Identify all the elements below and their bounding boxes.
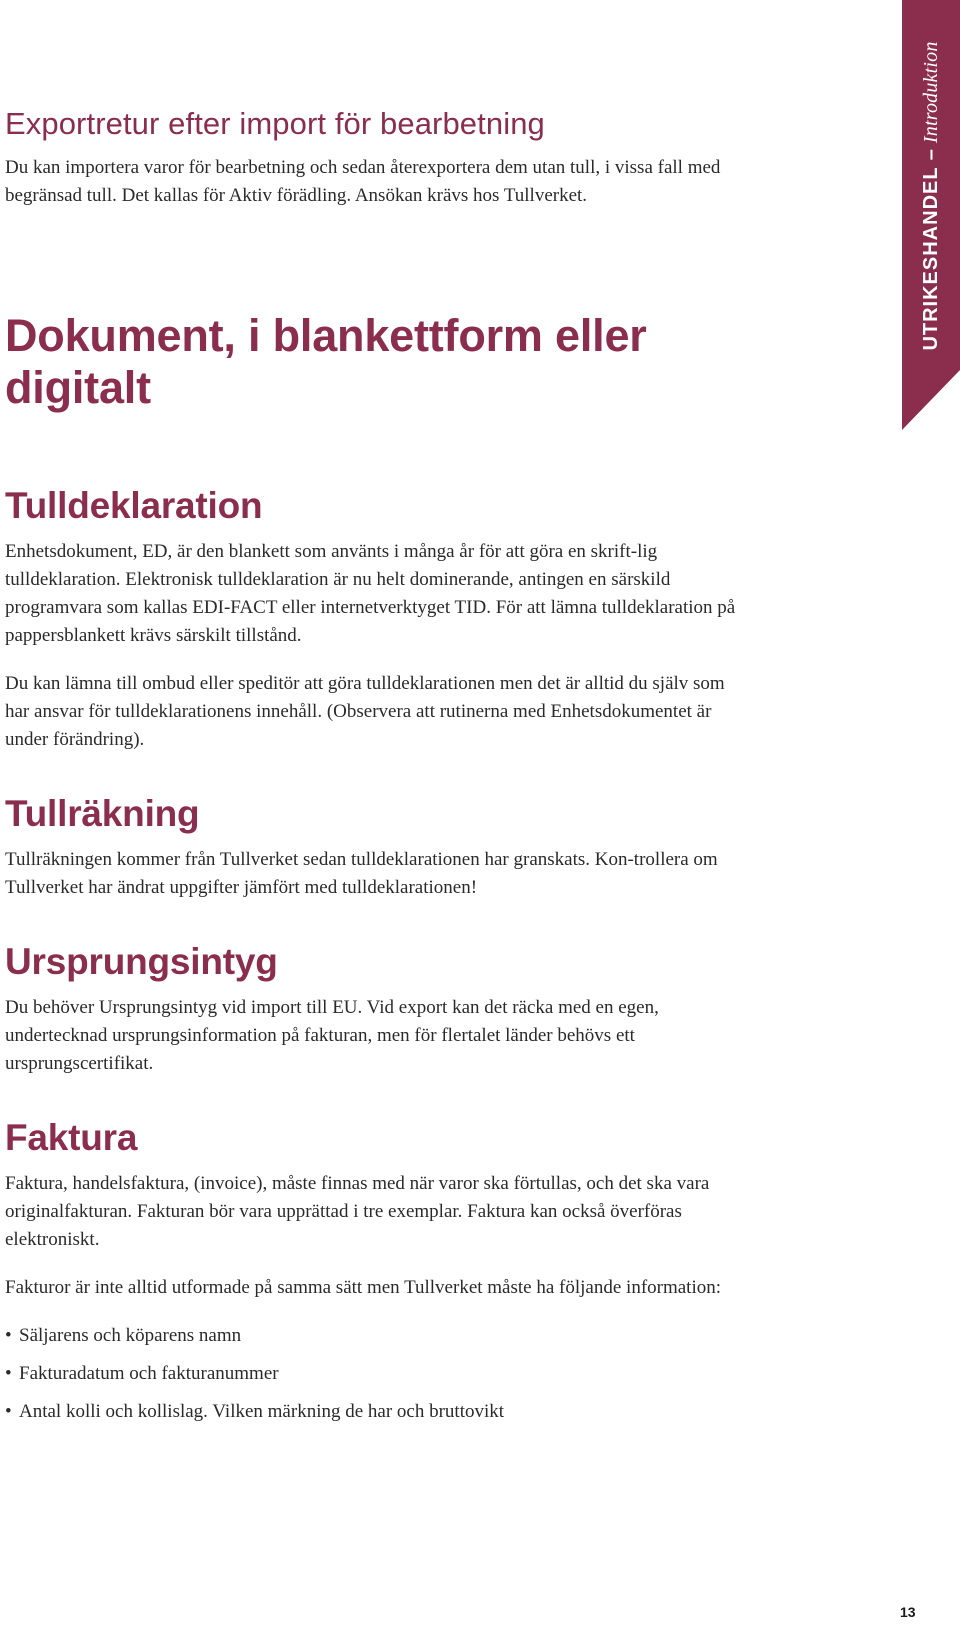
section-faktura — [5, 1116, 740, 1426]
chapter-tab-sub: Introduktion — [920, 41, 942, 144]
section-tulldeklaration — [5, 484, 740, 754]
paragraph-faktura-2: Fakturor är inte alltid utformade på samma sätt men Tullverket måste ha följande information: — [5, 1277, 722, 1298]
list-item-text: Fakturadatum och fakturanummer — [19, 1363, 279, 1384]
spacer — [5, 754, 740, 792]
list-item-text: Antal kolli och kollislag. Vilken märkning de har och bruttovikt — [19, 1401, 505, 1422]
spacer — [5, 210, 740, 310]
section-tullrakning — [5, 792, 740, 902]
list-item — [5, 1322, 740, 1350]
section-dokument — [5, 310, 740, 414]
paragraph-tulldeklaration-1: Enhetsdokument, ED, är den blankett som använts i många år för att göra en skrift-lig tulldeklaration. Elektronisk tulldeklaration är nu helt dominerande, antingen en särskild programvara som kallas EDI-FACT eller internetverktyget TID. För att lämna tulldeklaration på pappersblankett krävs särskilt tillstånd. — [5, 541, 736, 646]
spacer — [5, 414, 740, 484]
paragraph-exportretur: Du kan importera varor för bearbetning och sedan återexportera dem utan tull, i vissa fall med begränsad tull. Det kallas för Aktiv förädling. Ansökan krävs hos Tullverket. — [5, 157, 721, 206]
heading-tulldeklaration: Tulldeklaration — [5, 485, 263, 526]
paragraph-tulldeklaration-2: Du kan lämna till ombud eller speditör att göra tulldeklarationen men det är alltid du själv som har ansvar för tulldeklarationens innehåll. (Observera att rutinerna med Enhetsdokumentet är under förändring). — [5, 673, 725, 750]
faktura-requirements-list — [5, 1322, 740, 1426]
heading-ursprungsintyg: Ursprungsintyg — [5, 941, 278, 982]
heading-exportretur: Exportretur efter import för bearbetning — [5, 106, 545, 141]
heading-dokument: Dokument, i blankettform eller digitalt — [5, 310, 647, 413]
list-item — [5, 1398, 740, 1426]
spacer — [5, 902, 740, 940]
heading-tullrakning: Tullräkning — [5, 793, 200, 834]
bullet-marker: • — [5, 1401, 12, 1422]
paragraph-faktura-1: Faktura, handelsfaktura, (invoice), måste finnas med när varor ska förtullas, och det ska vara originalfakturan. Fakturan bör vara upprättad i tre exemplar. Faktura kan också överföras elektroniskt. — [5, 1173, 710, 1250]
list-item-text: Säljarens och köparens namn — [19, 1325, 242, 1346]
page-number: 13 — [900, 1604, 916, 1620]
paragraph-tullrakning: Tullräkningen kommer från Tullverket sedan tulldeklarationen har granskats. Kon-trollera om Tullverket har ändrat uppgifter jämfört med tulldeklarationen! — [5, 849, 718, 898]
heading-faktura: Faktura — [5, 1117, 138, 1158]
bullet-marker: • — [5, 1325, 12, 1346]
list-item — [5, 1360, 740, 1388]
chapter-side-tab — [902, 0, 960, 430]
paragraph-ursprungsintyg: Du behöver Ursprungsintyg vid import till EU. Vid export kan det räcka med en egen, undertecknad ursprungsinformation på fakturan, men för flertalet länder behövs ett ursprungscertifikat. — [5, 997, 659, 1074]
chapter-tab-main: UTRIKESHANDEL – — [920, 148, 942, 351]
spacer — [5, 1078, 740, 1116]
chapter-tab-label — [921, 41, 941, 350]
main-content — [5, 104, 740, 1436]
section-ursprungsintyg — [5, 940, 740, 1078]
bullet-marker: • — [5, 1363, 12, 1384]
section-exportretur — [5, 104, 740, 210]
